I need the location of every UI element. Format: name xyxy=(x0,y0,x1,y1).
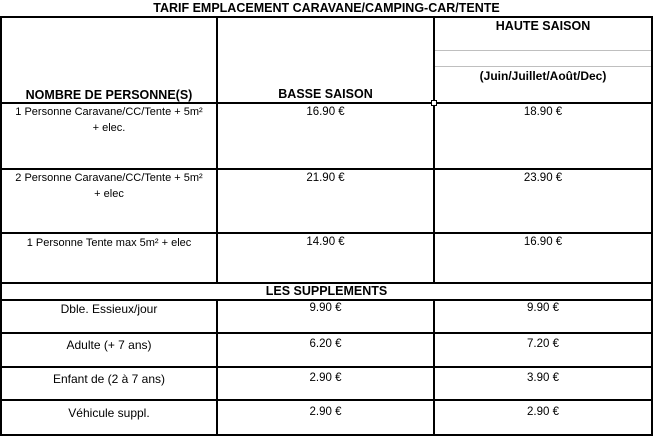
column-header-haute-saison: HAUTE SAISON xyxy=(495,19,591,33)
section-title-supplements: LES SUPPLEMENTS xyxy=(265,284,388,298)
grid-line xyxy=(0,332,653,334)
supplement-haute: 7.20 € xyxy=(527,338,559,350)
table-row-label xyxy=(2,170,216,202)
table-row-label xyxy=(2,235,216,251)
grid-line xyxy=(0,399,653,401)
supplement-basse: 9.90 € xyxy=(309,302,342,314)
table-row-label xyxy=(2,104,216,136)
supplement-label: Enfant de (2 à 7 ans) xyxy=(52,372,166,386)
table-cell-basse: 21.90 € xyxy=(306,172,345,184)
row-label-line: + elec. xyxy=(92,122,126,134)
supplement-basse: 2.90 € xyxy=(309,372,342,384)
column-header-haute-saison-months: (Juin/Juillet/Août/Dec) xyxy=(479,69,607,83)
grid-line xyxy=(0,299,653,301)
row-label-line: 2 Personne Caravane/CC/Tente + 5m² xyxy=(15,172,203,184)
page-title: TARIF EMPLACEMENT CARAVANE/CAMPING-CAR/TENTE xyxy=(153,1,500,15)
table-cell-haute: 18.90 € xyxy=(523,106,563,118)
supplement-haute: 9.90 € xyxy=(527,302,559,314)
grid-line xyxy=(435,66,653,67)
column-header-persons: NOMBRE DE PERSONNE(S) xyxy=(25,88,193,102)
supplement-label: Véhicule suppl. xyxy=(68,406,150,420)
table-cell-basse: 14.90 € xyxy=(306,236,345,248)
supplement-label: Adulte (+ 7 ans) xyxy=(66,338,152,352)
grid-line xyxy=(0,366,653,368)
grid-line xyxy=(435,50,653,51)
table-cell-haute: 23.90 € xyxy=(523,172,563,184)
table-cell-basse: 16.90 € xyxy=(306,106,345,118)
row-label-line: 1 Personne Caravane/CC/Tente + 5m² xyxy=(15,106,203,118)
grid-line xyxy=(0,232,653,234)
table-cell-haute: 16.90 € xyxy=(523,236,563,248)
grid-line xyxy=(0,434,653,436)
supplement-haute: 2.90 € xyxy=(527,406,559,418)
row-label-line: 1 Personne Tente max 5m² + elec xyxy=(26,237,192,249)
row-label-line: + elec xyxy=(94,188,124,200)
supplement-label: Dble. Essieux/jour xyxy=(60,302,158,316)
column-header-basse-saison[interactable]: BASSE SAISON xyxy=(278,87,373,101)
supplement-basse: 6.20 € xyxy=(309,338,342,350)
supplement-basse: 2.90 € xyxy=(309,406,342,418)
supplement-haute: 3.90 € xyxy=(527,372,559,384)
